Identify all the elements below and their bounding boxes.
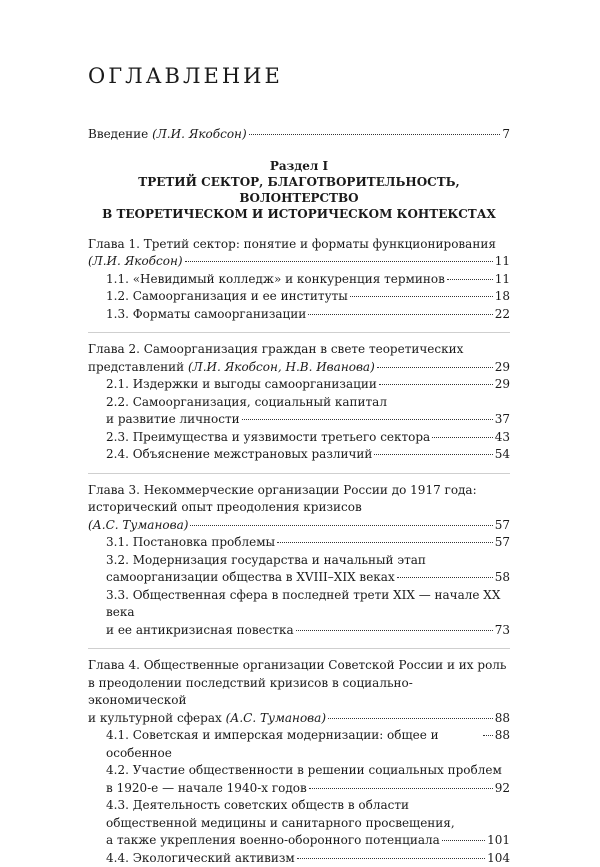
subentry-label: 2.1. Издержки и выгоды самоорганизации bbox=[106, 376, 377, 394]
dot-leader bbox=[442, 840, 485, 841]
dot-leader bbox=[377, 367, 493, 368]
chapter-2 bbox=[88, 341, 510, 464]
chapter-author: (А.С. Туманова) bbox=[88, 517, 188, 535]
section-title-line2: В ТЕОРЕТИЧЕСКОМ И ИСТОРИЧЕСКОМ КОНТЕКСТАХ bbox=[88, 206, 510, 222]
dot-leader bbox=[432, 437, 493, 438]
section-title-line1: ТРЕТИЙ СЕКТОР, БЛАГОТВОРИТЕЛЬНОСТЬ, ВОЛОНТЕРСТВО bbox=[88, 174, 510, 206]
dot-leader bbox=[190, 525, 492, 526]
chapter-title-line1[interactable]: Глава 2. Самоорганизация граждан в свете теоретических bbox=[88, 341, 510, 359]
chapter-title-line2[interactable]: в преодолении последствий кризисов в социально-экономической bbox=[88, 675, 510, 710]
chapter-author: (А.С. Туманова) bbox=[226, 711, 326, 725]
chapter-title-line1[interactable]: Глава 3. Некоммерческие организации России до 1917 года: bbox=[88, 482, 510, 500]
dot-leader bbox=[483, 735, 493, 736]
section-number: Раздел I bbox=[88, 158, 510, 174]
page-number: 88 bbox=[495, 727, 510, 745]
toc-subentry[interactable] bbox=[88, 429, 510, 447]
toc-subentry[interactable] bbox=[88, 569, 510, 587]
subentry-label: 2.4. Объяснение межстрановых различий bbox=[106, 446, 372, 464]
toc-subentry[interactable] bbox=[88, 534, 510, 552]
toc-subentry[interactable] bbox=[88, 727, 510, 762]
dot-leader bbox=[185, 261, 493, 262]
page-number: 92 bbox=[495, 780, 510, 798]
dot-leader bbox=[249, 134, 501, 135]
subentry-label: в 1920-е — начале 1940-х годов bbox=[106, 780, 307, 798]
subentry-label-line1[interactable]: 3.2. Модернизация государства и начальный этап bbox=[88, 552, 510, 570]
page-number: 18 bbox=[495, 288, 510, 306]
subentry-label: 2.3. Преимущества и уязвимости третьего сектора bbox=[106, 429, 430, 447]
subentry-label: 1.3. Форматы самоорганизации bbox=[106, 306, 306, 324]
chapter-author: (Л.И. Якобсон, Н.В. Иванова) bbox=[188, 360, 375, 374]
dot-leader bbox=[379, 384, 493, 385]
page-number: 73 bbox=[495, 622, 510, 640]
toc-subentry[interactable] bbox=[88, 271, 510, 289]
chapter-title-end[interactable] bbox=[88, 359, 510, 377]
chapter-title-line2[interactable]: исторический опыт преодоления кризисов bbox=[88, 499, 510, 517]
subentry-label-line1[interactable]: 2.2. Самоорганизация, социальный капитал bbox=[88, 394, 510, 412]
subentry-label-line1[interactable]: 4.3. Деятельность советских обществ в области bbox=[88, 797, 510, 815]
chapter-title-line1[interactable]: Глава 4. Общественные организации Советской России и их роль bbox=[88, 657, 510, 675]
toc-entry-intro[interactable] bbox=[88, 126, 510, 144]
page-number: 37 bbox=[495, 411, 510, 429]
toc-subentry[interactable] bbox=[88, 622, 510, 640]
page-number: 88 bbox=[495, 710, 510, 728]
dot-leader bbox=[297, 858, 485, 859]
toc-subentry[interactable] bbox=[88, 306, 510, 324]
page-title: ОГЛАВЛЕНИЕ bbox=[88, 64, 283, 88]
page-number: 29 bbox=[495, 376, 510, 394]
page-number: 29 bbox=[495, 359, 510, 377]
subentry-label: и развитие личности bbox=[106, 411, 240, 429]
chapter-1 bbox=[88, 236, 510, 324]
toc-subentry[interactable] bbox=[88, 850, 510, 867]
dot-leader bbox=[277, 542, 493, 543]
toc-subentry[interactable] bbox=[88, 411, 510, 429]
subentry-label: 1.2. Самоорганизация и ее институты bbox=[106, 288, 348, 306]
dot-leader bbox=[309, 788, 493, 789]
subentry-label-line1[interactable]: 4.2. Участие общественности в решении социальных проблем bbox=[88, 762, 510, 780]
chapter-3 bbox=[88, 482, 510, 640]
chapter-title-line1[interactable]: Глава 1. Третий сектор: понятие и форматы функционирования bbox=[88, 236, 510, 254]
page-number: 101 bbox=[487, 832, 510, 850]
chapter-title-line2: представлений bbox=[88, 360, 184, 374]
toc-subentry[interactable] bbox=[88, 446, 510, 464]
page-number: 104 bbox=[487, 850, 510, 867]
subentry-label: и ее антикризисная повестка bbox=[106, 622, 294, 640]
section-heading bbox=[88, 158, 510, 222]
chapter-title-end[interactable] bbox=[88, 517, 510, 535]
toc-subentry[interactable] bbox=[88, 832, 510, 850]
divider bbox=[88, 648, 510, 649]
page-number: 11 bbox=[495, 271, 510, 289]
toc-entry-label: Введение bbox=[88, 127, 148, 141]
page-number: 54 bbox=[495, 446, 510, 464]
toc-subentry[interactable] bbox=[88, 376, 510, 394]
table-of-contents bbox=[88, 126, 510, 867]
toc-entry-author: (Л.И. Якобсон) bbox=[152, 127, 247, 141]
page-number: 57 bbox=[495, 517, 510, 535]
chapter-title-end[interactable] bbox=[88, 710, 510, 728]
page-number: 22 bbox=[495, 306, 510, 324]
chapter-author: (Л.И. Якобсон) bbox=[88, 253, 183, 271]
subentry-label-line1[interactable]: 3.3. Общественная сфера в последней трети XIX — начале XX века bbox=[88, 587, 510, 622]
page-number: 7 bbox=[502, 126, 510, 144]
toc-subentry[interactable] bbox=[88, 780, 510, 798]
page-number: 43 bbox=[495, 429, 510, 447]
page-number: 58 bbox=[495, 569, 510, 587]
dot-leader bbox=[397, 577, 493, 578]
subentry-label: а также укрепления военно-оборонного потенциала bbox=[106, 832, 440, 850]
dot-leader bbox=[374, 454, 492, 455]
dot-leader bbox=[296, 630, 493, 631]
dot-leader bbox=[242, 419, 493, 420]
subentry-label-line2[interactable]: общественной медицины и санитарного просвещения, bbox=[88, 815, 510, 833]
chapter-4 bbox=[88, 657, 510, 867]
subentry-label: 4.4. Экологический активизм bbox=[106, 850, 295, 867]
subentry-label: самоорганизации общества в XVIII–XIX веках bbox=[106, 569, 395, 587]
subentry-label: 3.1. Постановка проблемы bbox=[106, 534, 275, 552]
toc-subentry[interactable] bbox=[88, 288, 510, 306]
dot-leader bbox=[447, 279, 493, 280]
page-number: 57 bbox=[495, 534, 510, 552]
dot-leader bbox=[350, 296, 493, 297]
chapter-title-end[interactable] bbox=[88, 253, 510, 271]
divider bbox=[88, 473, 510, 474]
subentry-label: 4.1. Советская и имперская модернизации: общее и особенное bbox=[106, 727, 481, 762]
chapter-title-line3: и культурной сферах bbox=[88, 711, 222, 725]
dot-leader bbox=[328, 718, 493, 719]
page-number: 11 bbox=[495, 253, 510, 271]
subentry-label: 1.1. «Невидимый колледж» и конкуренция терминов bbox=[106, 271, 445, 289]
dot-leader bbox=[308, 314, 492, 315]
divider bbox=[88, 332, 510, 333]
